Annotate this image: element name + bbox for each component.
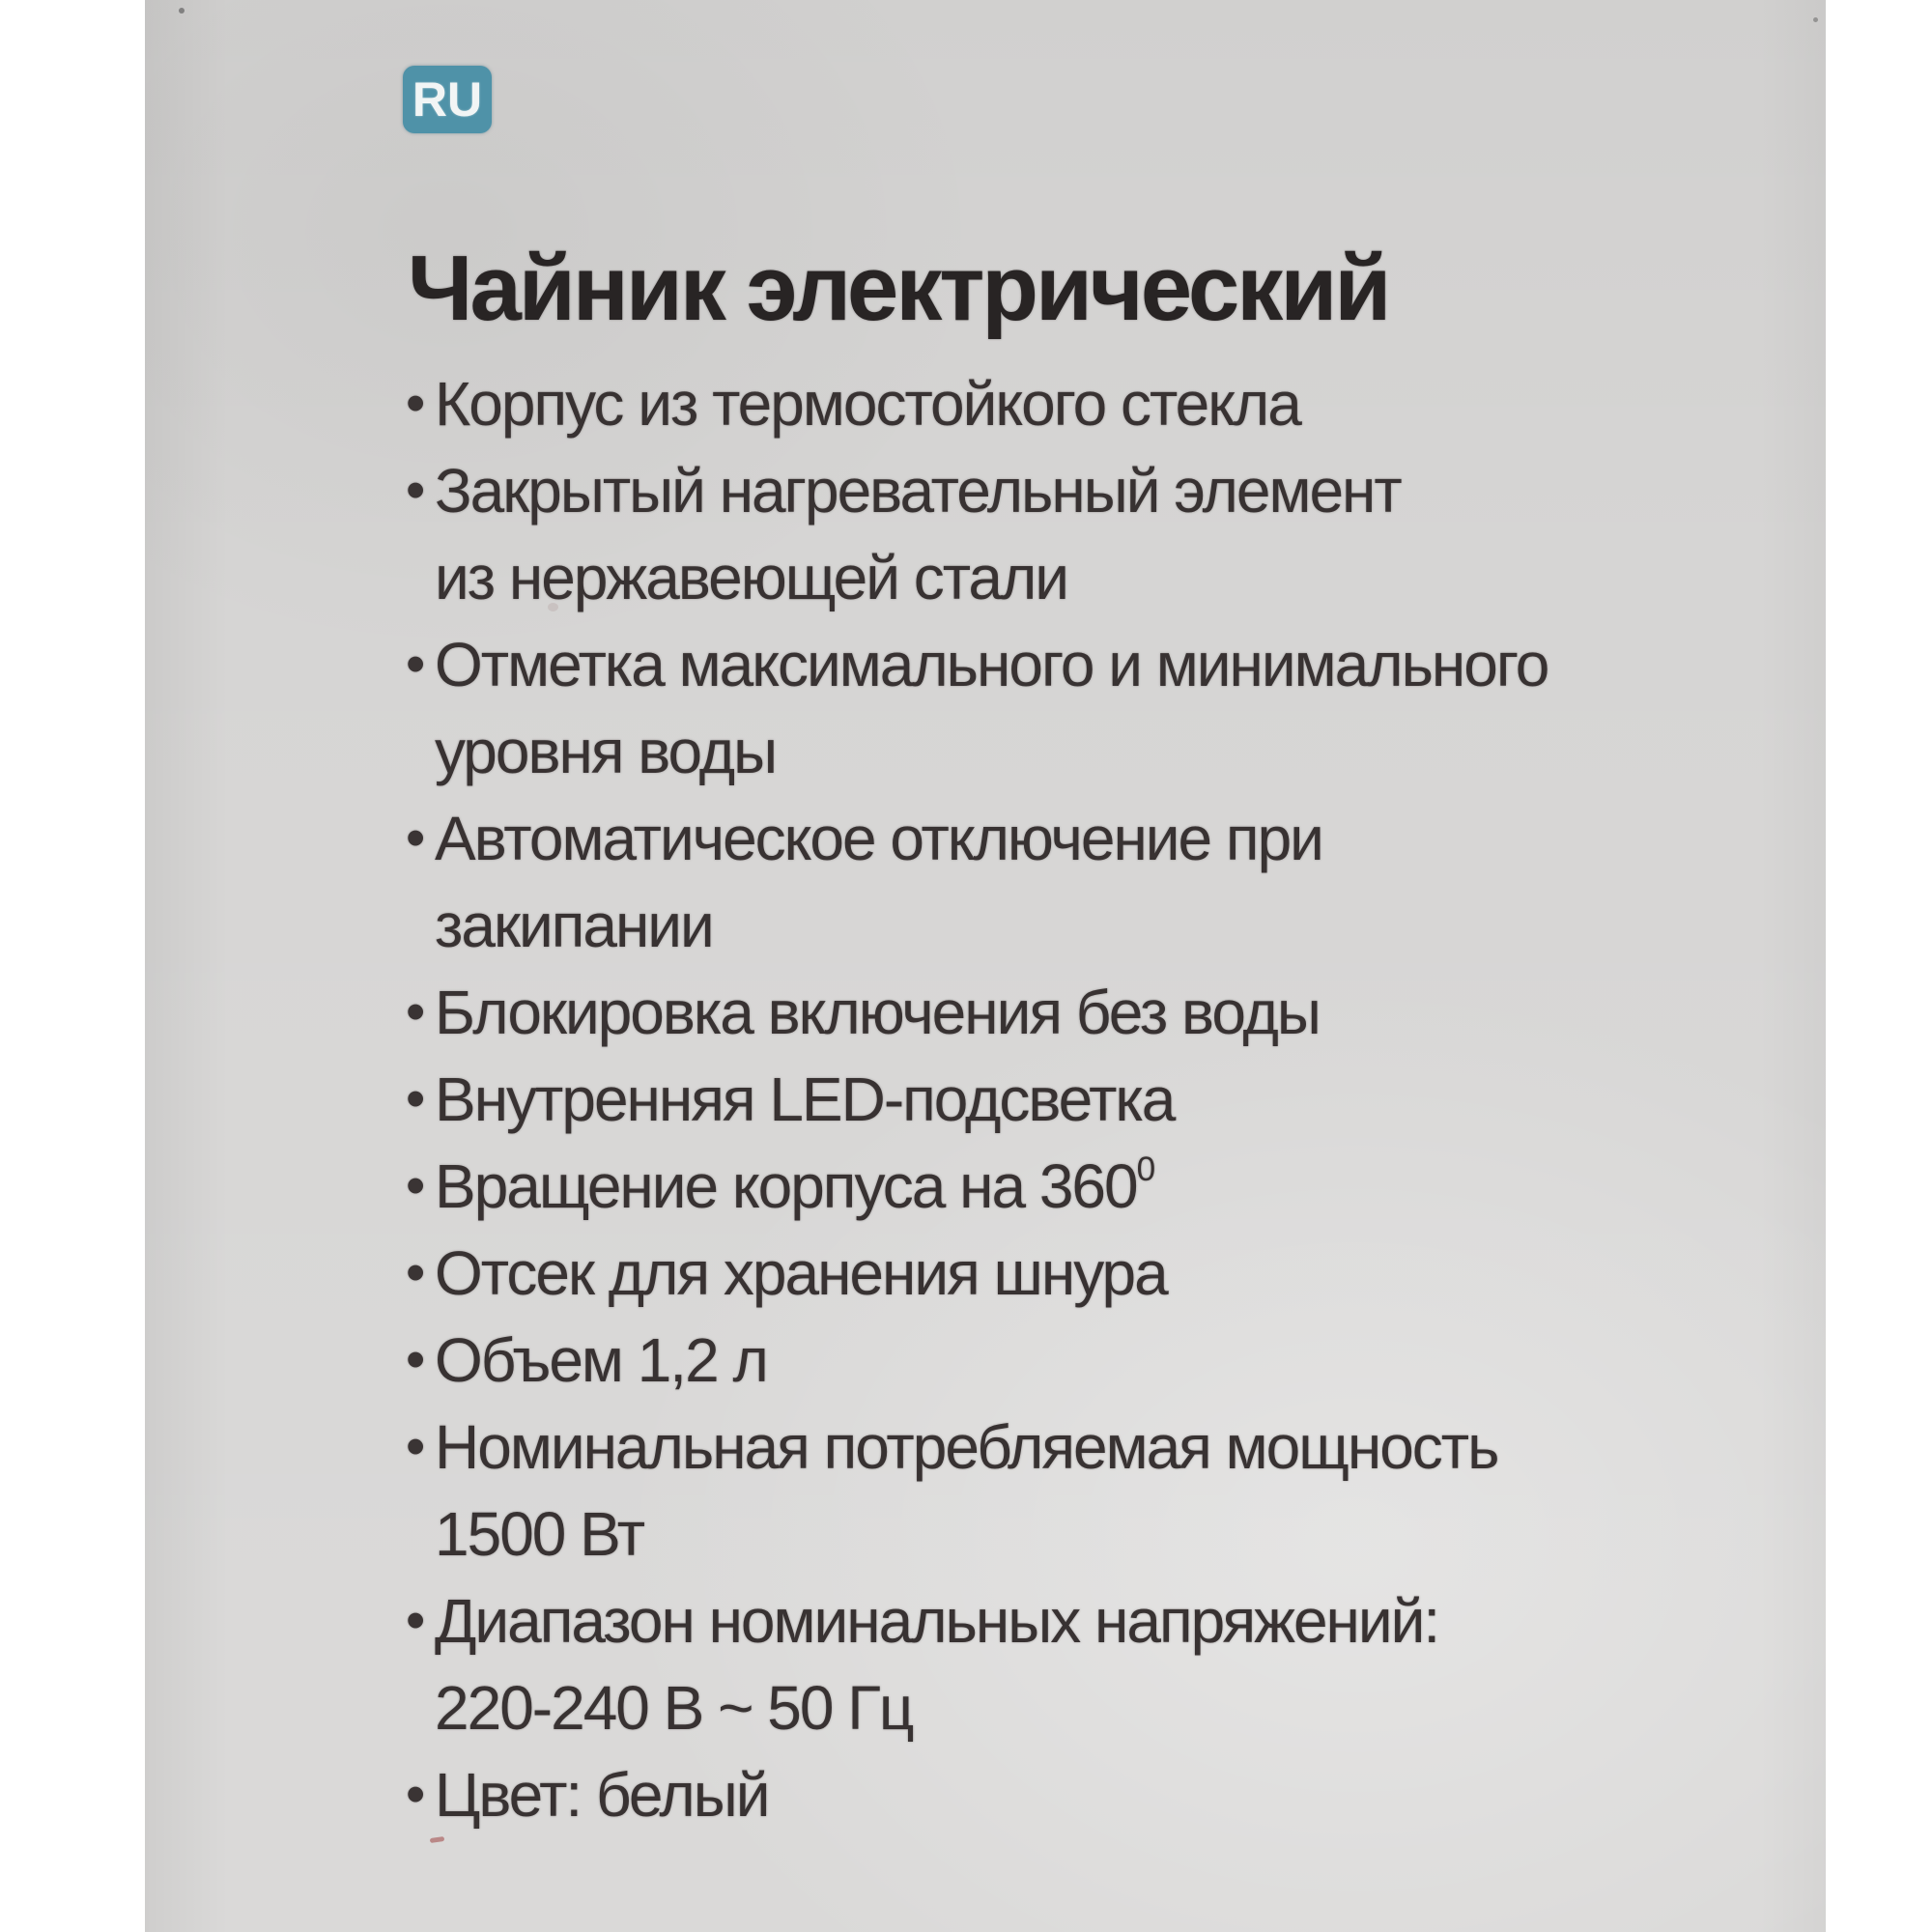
bullet-icon: • <box>406 633 424 696</box>
bullet-icon: • <box>406 1763 424 1826</box>
feature-item <box>406 1751 1548 1838</box>
feature-line: 220-240 В ~ 50 Гц <box>435 1673 913 1743</box>
bullet-icon: • <box>406 1067 424 1130</box>
bullet-icon: • <box>406 807 424 869</box>
feature-line: уровня воды <box>435 717 777 786</box>
feature-line: Закрытый нагревательный элемент <box>435 456 1401 526</box>
paper-speck <box>1813 17 1818 22</box>
feature-line: Отсек для хранения шнура <box>435 1238 1167 1308</box>
language-badge <box>403 66 492 133</box>
bullet-icon: • <box>406 1328 424 1391</box>
feature-item <box>406 621 1548 795</box>
feature-item <box>406 1230 1548 1317</box>
bullet-icon: • <box>406 372 424 435</box>
feature-line: Отметка максимального и минимального <box>435 630 1548 699</box>
paper-speck <box>179 8 185 14</box>
bullet-icon: • <box>406 980 424 1043</box>
feature-line: Блокировка включения без воды <box>435 978 1320 1047</box>
feature-line: закипании <box>435 891 713 960</box>
bullet-icon: • <box>406 459 424 522</box>
bullet-icon: • <box>406 1589 424 1652</box>
feature-item <box>406 1317 1548 1404</box>
feature-line-text: Вращение корпуса на 360 <box>435 1151 1137 1221</box>
feature-item <box>406 447 1548 621</box>
packaging-panel <box>145 0 1826 1932</box>
bullet-icon: • <box>406 1241 424 1304</box>
feature-line: Внутренняя LED-подсветка <box>435 1065 1175 1134</box>
feature-item <box>406 969 1548 1056</box>
feature-item <box>406 795 1548 969</box>
feature-item <box>406 1143 1548 1230</box>
feature-line: Объем 1,2 л <box>435 1325 767 1395</box>
bullet-icon: • <box>406 1154 424 1217</box>
feature-item <box>406 360 1548 447</box>
feature-item <box>406 1056 1548 1143</box>
feature-line: 1500 Вт <box>435 1499 644 1569</box>
product-title: Чайник электрический <box>408 237 1389 341</box>
degree-superscript: 0 <box>1136 1151 1156 1188</box>
paper-speck <box>430 1836 445 1843</box>
feature-item <box>406 1577 1548 1751</box>
feature-line: Номинальная потребляемая мощность <box>435 1412 1498 1482</box>
language-badge-label: RU <box>412 72 483 127</box>
feature-line: Корпус из термостойкого стекла <box>435 369 1300 439</box>
bullet-icon: • <box>406 1415 424 1478</box>
feature-line <box>435 1143 1548 1230</box>
feature-list <box>406 360 1548 1838</box>
feature-line: Диапазон номинальных напряжений: <box>435 1586 1439 1656</box>
feature-item <box>406 1404 1548 1577</box>
feature-line: Цвет: белый <box>435 1760 769 1830</box>
paper-speck <box>548 603 558 611</box>
feature-line: из нержавеющей стали <box>435 543 1068 612</box>
feature-line: Автоматическое отключение при <box>435 804 1322 873</box>
